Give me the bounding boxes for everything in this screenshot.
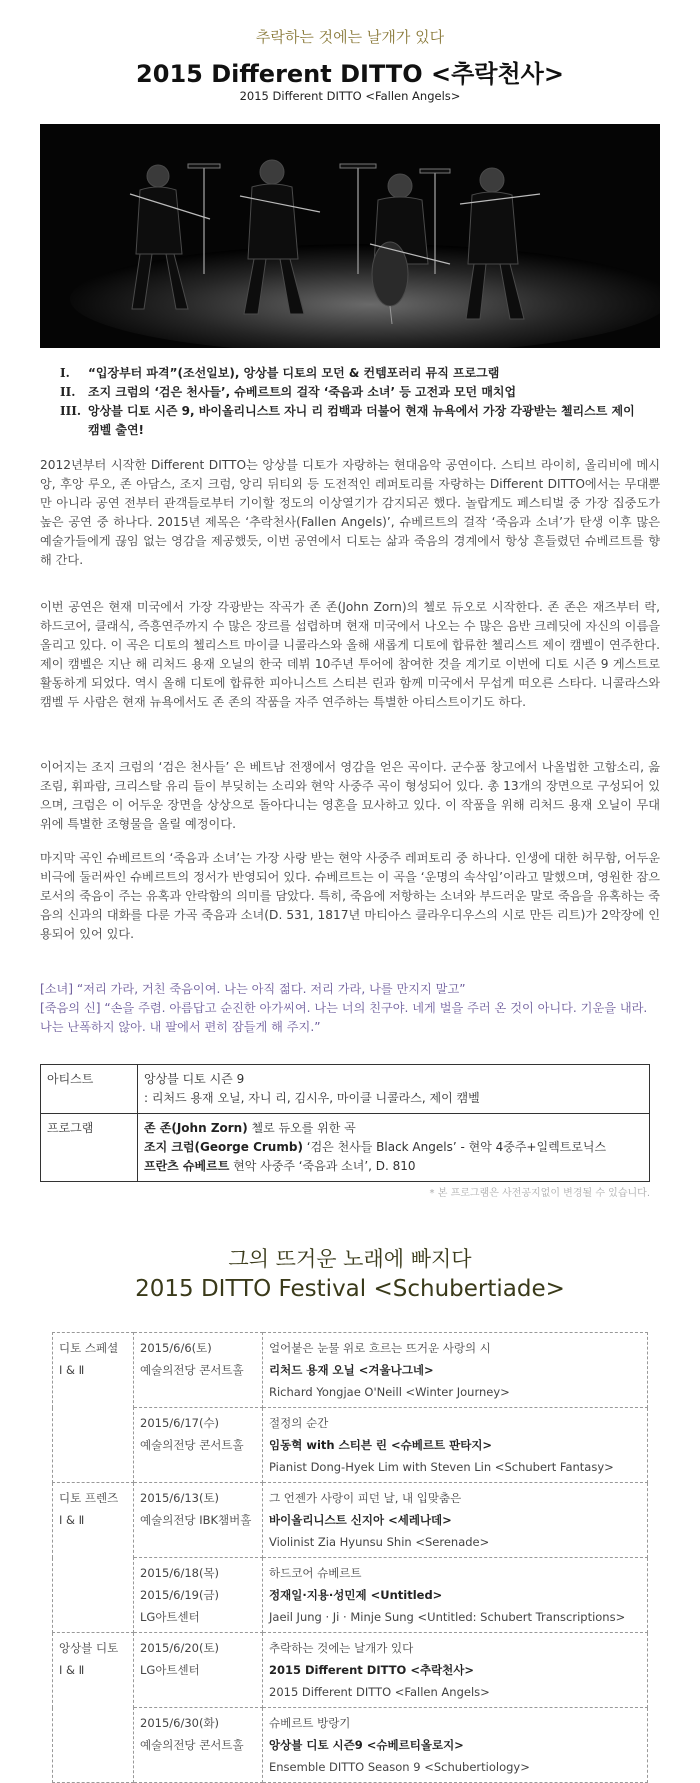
category-cell: 디토 스페셜 Ⅰ & Ⅱ — [53, 1333, 134, 1483]
program-paragraph-crumb: 이어지는 조지 크럼의 ‘검은 천사들’ 은 베트남 전쟁에서 영감을 얻은 곡이다. 군수품 창고에서 나올법한 고함소리, 읊조림, 휘파람, 크리스탈 유리 들이 부딪히는 소리와 현악 사중주 곡이 형성되어 있다. 총 13개의 장면으로 구성되어 있으며, 크럼은 이 어두운 장면을 상상으로 돌아다니는 영혼을 묘사하고 있다. 이 작품을 위해 리처드 용재 오닐이 무대 위에 특별한 조형물을 올릴 예정이다. — [40, 760, 660, 831]
event-cell: 추락하는 것에는 날개가 있다 2015 Different DITTO <추락천사> 2015 Different DITTO <Fallen Angels> — [263, 1633, 648, 1708]
event-cell: 얼어붙은 눈물 위로 흐르는 뜨거운 사랑의 시 리처드 용재 오닐 <겨울나그네> Richard Yongjae O'Neill <Winter Journey> — [263, 1333, 648, 1408]
festival-schedule-table — [52, 1332, 648, 1783]
festival-title: 2015 DITTO Festival <Schubertiade> — [135, 1276, 565, 1302]
highlights-list — [60, 364, 646, 440]
table-row — [53, 1408, 648, 1483]
event-cell: 절정의 순간 임동혁 with 스티븐 린 <슈베르트 판타지> Pianist Dong-Hyek Lim with Steven Lin <Schubert Fantasy> — [263, 1408, 648, 1483]
intro-paragraph: 2012년부터 시작한 Different DITTO는 앙상블 디토가 자랑하는 현대음악 공연이다. 스티브 라이히, 올리비에 메시앙, 후앙 루오, 존 아담스, 조지 크럼, 앙리 뒤티외 등 도전적인 레퍼토리를 자랑하는 Different DITTO에서는 무대뿐만 아니라 공연 전부터 관객들로부터 기이할 정도의 이상열기가 감지되곤 했다. 놀랍게도 페스티벌 중 가장 집중도가 높은 공연 중 하나다. 2015년 제목은 ‘추락천사(Fallen Angels)’, 슈베르트의 걸작 ‘죽음과 소녀’가 탄생 이후 많은 예술가들에게 끊임 없는 영감을 제공했듯, 이번 공연에서 디토는 삶과 죽음의 경계에서 항상 흔들렸던 슈베르트를 향해 간다. — [40, 458, 660, 567]
table-row — [41, 1065, 650, 1114]
program-change-note: * 본 프로그램은 사전공지없이 변경될 수 있습니다. — [429, 1188, 650, 1199]
date-cell: 2015/6/6(토) 예술의전당 콘서트홀 — [134, 1333, 263, 1408]
highlight-item: II. 조지 크럼의 ‘검은 천사들’, 슈베르트의 걸작 ‘죽음과 소녀’ 등 고전과 모던 매치업 — [60, 385, 517, 399]
header-kicker: 추락하는 것에는 날개가 있다 — [255, 28, 445, 46]
table-row — [41, 1114, 650, 1182]
page-subtitle: 2015 Different DITTO <Fallen Angels> — [239, 89, 461, 103]
category-cell: 디토 프렌즈 Ⅰ & Ⅱ — [53, 1483, 134, 1633]
artist-value: 앙상블 디토 시즌 9 : 리처드 용재 오닐, 자니 리, 김시우, 마이클 니콜라스, 제이 캠벨 — [138, 1065, 650, 1114]
date-cell: 2015/6/13(토) 예술의전당 IBK챔버홀 — [134, 1483, 263, 1558]
event-cell: 하드코어 슈베르트 정재일·지용·성민제 <Untitled> Jaeil Jung · Ji · Minje Sung <Untitled: Schubert Transcriptions> — [263, 1558, 648, 1633]
table-row — [53, 1333, 648, 1408]
date-cell: 2015/6/30(화) 예술의전당 콘서트홀 — [134, 1708, 263, 1783]
highlight-item: I. “입장부터 파격”(조선일보), 앙상블 디토의 모던 & 컨템포러리 뮤직 프로그램 — [60, 366, 500, 380]
quote-maiden: [소녀] “저리 가라, 거친 죽음이여. 나는 아직 젊다. 저리 가라, 나를 만지지 말고” — [40, 982, 466, 996]
program-value: 존 존(John Zorn) 첼로 듀오를 위한 곡 조지 크럼(George Crumb) ‘검은 천사들 Black Angels’ - 현악 4중주+일렉트로닉스 프란츠 슈베르트 현악 사중주 ‘죽음과 소녀’, D. 810 — [138, 1114, 650, 1182]
program-paragraph-zorn: 이번 공연은 현재 미국에서 가장 각광받는 작곡가 존 존(John Zorn)의 첼로 듀오로 시작한다. 존 존은 재즈부터 락, 하드코어, 클래식, 즉흥연주까지 수 많은 장르를 섭렵하며 현재 미국에서 나오는 수 많은 음반 크레딧에 자신의 이름을 올리고 있다. 이 곡은 디토의 첼리스트 마이클 니콜라스와 올해 새롭게 디토에 합류한 첼리스트 제이 캠벨이 연주한다. 제이 캠벨은 지난 해 리처드 용재 오닐의 한국 데뷔 10주년 투어에 참여한 것을 계기로 이번에 디토 시즌 9 게스트로 활동하게 되었다. 역시 올해 디토에 합류한 피아니스트 스티븐 린과 함께 미국에서 무섭게 떠오른 스타다. 니콜라스와 캠벨 두 사람은 현재 뉴욕에서도 존 존의 작품을 자주 연주하는 특별한 아티스트이기도 하다. — [40, 600, 660, 709]
table-row — [53, 1483, 648, 1558]
event-cell: 그 언젠가 사랑이 피던 날, 내 입맞춤은 바이올리니스트 신지아 <세레나데> Violinist Zia Hyunsu Shin <Serenade> — [263, 1483, 648, 1558]
table-row — [53, 1633, 648, 1708]
table-row — [53, 1708, 648, 1783]
event-cell: 슈베르트 방랑기 앙상블 디토 시즌9 <슈베르티올로지> Ensemble DITTO Season 9 <Schubertiology> — [263, 1708, 648, 1783]
table-row — [53, 1558, 648, 1633]
artist-label: 아티스트 — [41, 1065, 138, 1114]
quartet-photo — [40, 124, 660, 348]
festival-kicker: 그의 뜨거운 노래에 빠지다 — [228, 1247, 472, 1271]
program-label: 프로그램 — [41, 1114, 138, 1182]
concert-info-table — [40, 1064, 650, 1182]
page-title: 2015 Different DITTO <추락천사> — [136, 60, 564, 88]
date-cell: 2015/6/20(토) LG아트센터 — [134, 1633, 263, 1708]
program-paragraph-schubert: 마지막 곡인 슈베르트의 ‘죽음과 소녀’는 가장 사랑 받는 현악 사중주 레퍼토리 중 하나다. 인생에 대한 허무함, 어두운 비극에 둘러싸인 슈베르트의 정서가 반영되어 있다. 슈베르트는 이 곡을 ‘운명의 속삭임’이라고 말했으며, 영원한 잠으로서의 죽음이 주는 유혹과 안락함의 의미를 담았다. 특히, 죽음에 저항하는 소녀와 부드러운 말로 죽음을 유혹하는 죽음의 신과의 대화를 다룬 가곡 죽음과 소녀(D. 531, 1817년 마티아스 클라우디우스의 시로 만든 리트)가 2악장에 인용되어 있어 있다. — [40, 851, 660, 941]
category-cell: 앙상블 디토 Ⅰ & Ⅱ — [53, 1633, 134, 1783]
date-cell: 2015/6/18(목) 2015/6/19(금) LG아트센터 — [134, 1558, 263, 1633]
quote-death: [죽음의 신] “손을 주렴. 아름답고 순진한 아가씨여. 나는 너의 친구야. 네게 벌을 주러 온 것이 아니다. 기운을 내라. 나는 난폭하지 않아. 내 팔에서 편히 잠들게 해 주지.” — [40, 1001, 648, 1034]
highlight-item: III. 앙상블 디토 시즌 9, 바이올리니스트 자니 리 컴백과 더불어 현재 뉴욕에서 가장 각광받는 첼리스트 제이 캠벨 출연! — [60, 404, 635, 437]
date-cell: 2015/6/17(수) 예술의전당 콘서트홀 — [134, 1408, 263, 1483]
